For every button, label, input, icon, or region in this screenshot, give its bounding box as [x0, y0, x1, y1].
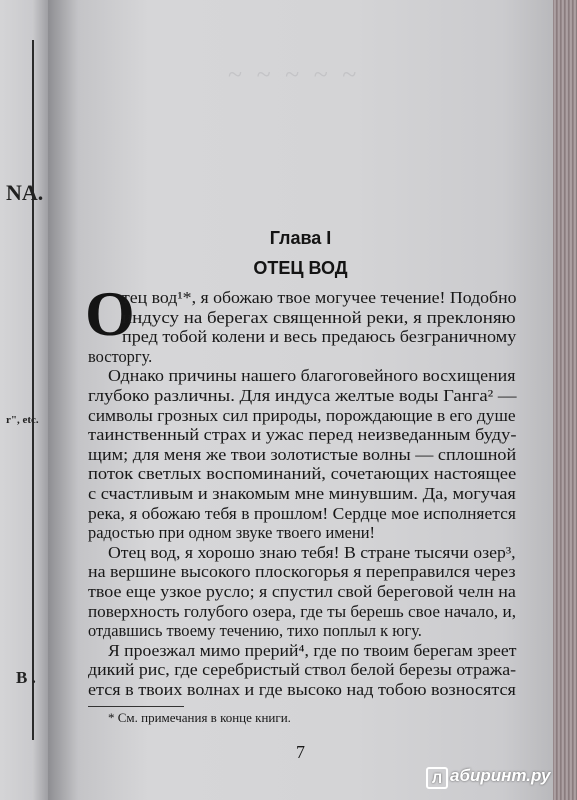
chapter-title: ОТЕЦ ВОД: [253, 258, 348, 278]
text-line: Отец вод, я хорошо знаю тебя! В стране тысячи озер³,: [108, 542, 516, 562]
text-line: на вершине высокого плоскогорья я переправился через: [88, 562, 516, 582]
book-page-edges: [553, 0, 577, 800]
text-line: с счастливым и знакомым мне минувшим. Да, могучая: [88, 484, 516, 503]
watermark-text: абиринт.ру: [450, 766, 551, 785]
text-line: твое еще узкое русло; я спустил свой береговой челн на: [88, 582, 516, 601]
page-number: 7: [296, 742, 305, 762]
text-line: ется в твоих волнах и где высоко над тобою возносятся: [88, 680, 516, 699]
text-line: щим; для меня же твои золотистые волны — сплошной: [88, 444, 517, 464]
text-line: восторгу.: [88, 346, 153, 366]
text-line: Я проезжал мимо прерий⁴, где по твоим берегам зреет: [108, 640, 517, 660]
footnote-rule: [88, 706, 184, 707]
watermark-logo-icon: Л: [426, 767, 448, 789]
text-line: поверхность голубого озера, где ты берешь свое начало, и,: [88, 601, 516, 621]
left-page-fragment: r", etc.: [6, 414, 39, 426]
text-line: отдавшись твоему течению, тихо поплыл к югу.: [88, 621, 422, 641]
left-page-fragment: B .: [16, 668, 36, 687]
text-line: тец вод¹*, я обожаю твое могучее течение! Подобно: [122, 288, 517, 307]
watermark: [426, 766, 550, 789]
text-line: индусу на берегах священной реки, я преклоняю: [122, 307, 516, 327]
book-page: [48, 0, 553, 800]
text-line: река, я обожаю тебя в прошлом! Сердце мое исполняется: [88, 503, 516, 523]
text-line: поток светлых воспоминаний, сочетающих настоящее: [88, 464, 517, 484]
text-line: Однако причины нашего благоговейного восхищения: [108, 366, 516, 386]
text-line: пред тобой колени и весь предаюсь безграничному: [122, 327, 517, 347]
chapter-label: Глава I: [269, 228, 332, 248]
show-through-text: ~ ~ ~ ~ ~: [228, 60, 361, 89]
text-line: радостью при одном звуке твоего имени!: [88, 523, 375, 543]
footnote: * См. примечания в конце книги.: [108, 710, 291, 725]
adjacent-left-page: [0, 0, 50, 800]
text-line: дикий рис, где серебристый ствол белой березы отража-: [88, 660, 517, 680]
left-page-frame: [0, 40, 34, 740]
drop-cap: О: [85, 278, 135, 349]
text-line: глубоко различны. Для индуса желтые воды Ганга² —: [88, 386, 517, 405]
text-line: таинственный страх и ужас перед неизведанным буду-: [88, 425, 517, 445]
text-line: символы грозных сил природы, порождающие в его душе: [88, 405, 516, 425]
left-page-fragment: NA.: [6, 180, 44, 205]
